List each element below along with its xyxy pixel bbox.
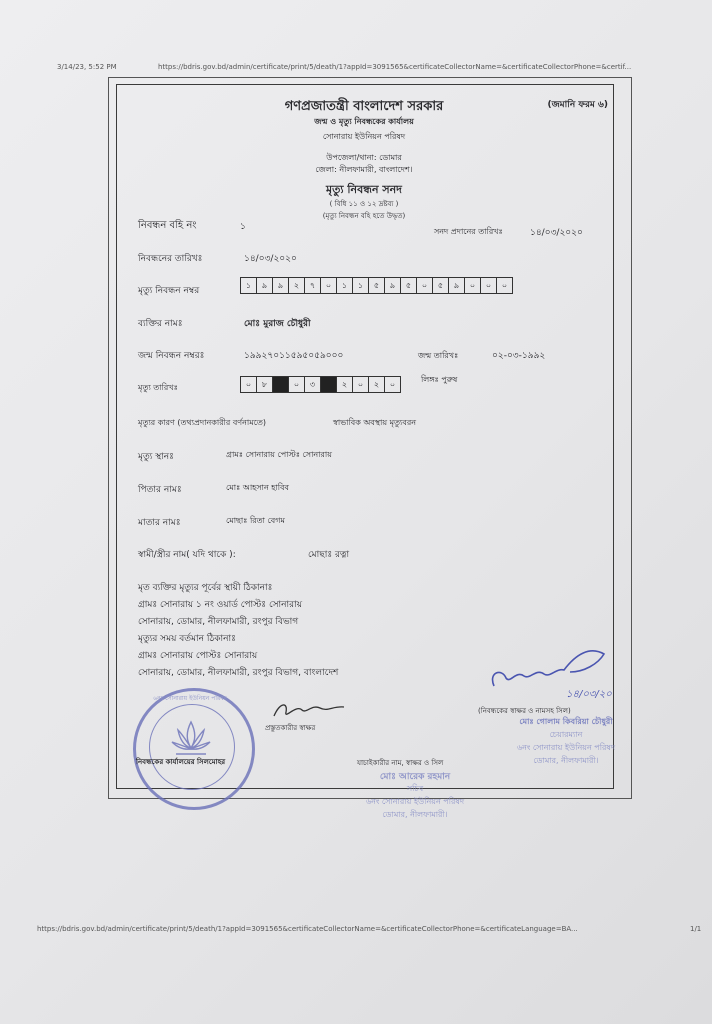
registration-digit-box: ৯ xyxy=(257,278,273,293)
registration-digit-box: ৭ xyxy=(305,278,321,293)
rule-reference: ( বিধি ১১ ও ১২ দ্রষ্টব্য ) xyxy=(329,200,399,208)
person-name-value: মোঃ মুরাজ চৌধুরী xyxy=(244,319,311,329)
certificate-title: মৃত্যু নিবন্ধন সনদ xyxy=(326,183,402,196)
death-date-digit-box: ৮ xyxy=(257,377,273,392)
place-of-death-label: মৃত্যু স্থানঃ xyxy=(138,452,174,462)
death-date-label: মৃত্যু তারিখঃ xyxy=(138,383,178,392)
death-date-digit-box: ০ xyxy=(389,380,396,389)
cause-of-death-value: স্বাভাবিক অবস্থায় মৃত্যুবরন xyxy=(333,418,416,427)
registration-digit-box: ০ xyxy=(417,278,433,293)
gender-value: লিঙ্গঃ পুরুষ xyxy=(421,375,458,384)
birth-registration-label: জন্ম নিবন্ধন নম্বরঃ xyxy=(138,351,205,361)
union-name: সোনারায় ইউনিয়ন পরিষদ xyxy=(322,132,406,141)
registration-digit-box: ৯ xyxy=(449,278,465,293)
registration-digit-box: ২ xyxy=(289,278,305,293)
registration-digit-box: ০ xyxy=(465,278,481,293)
verifier-stamp-name: মোঃ আরেক রহমান xyxy=(379,772,451,782)
death-date-digit-box: ২ xyxy=(369,377,385,392)
father-name-label: পিতার নামঃ xyxy=(138,485,182,495)
death-registration-number-boxes xyxy=(240,277,513,294)
mother-name-value: মোছাঃ রিতা বেগম xyxy=(226,516,285,525)
death-date-digit-box xyxy=(321,377,337,392)
registrar-date: ১৪/০৩/২০ xyxy=(566,689,612,700)
death-date-digit-box: ০ xyxy=(353,377,369,392)
verifier-stamp-union: ৬নং সোনারায় ইউনিয়ন পরিষদ xyxy=(365,797,465,806)
certificate-subtitle: (মৃত্যু নিবন্ধন বহি হতে উদ্ধৃত) xyxy=(322,212,406,220)
cause-of-death-label: মৃত্যুর কারণ (তথ্যপ্রদানকারীর বর্ণনামতে) xyxy=(138,418,267,427)
registrar-stamp-address: ডোমার, নীলফামারী। xyxy=(533,756,599,765)
death-date-digit-box: ০ xyxy=(289,377,305,392)
form-number: (জমানি ফরম ৬) xyxy=(547,100,608,110)
death-date-boxes xyxy=(240,376,401,393)
death-date-digit-box: ২ xyxy=(337,377,353,392)
shapla-emblem-icon xyxy=(168,718,214,758)
registration-digit-box: ১ xyxy=(241,278,257,293)
permanent-address-label: মৃত ব্যক্তির মৃত্যুর পূর্বের স্থায়ী ঠিকানাঃ xyxy=(138,583,273,593)
registration-digit-box: ৫ xyxy=(401,278,417,293)
preparer-signature xyxy=(266,698,356,724)
spouse-name-value: মোছাঃ রত্না xyxy=(308,550,350,560)
issue-date-value: ১৪/০৩/২০২০ xyxy=(530,228,583,238)
father-name-value: মোঃ আহসান হাবিব xyxy=(226,483,289,492)
registration-date-label: নিবন্ধনের তারিখঃ xyxy=(138,254,203,264)
death-date-digit-box: ০ xyxy=(241,377,257,392)
print-page-count: 1/1 xyxy=(690,925,702,933)
verifier-stamp-address: ডোমার, নীলফামারী। xyxy=(382,810,448,819)
verifier-stamp-title: সচিব xyxy=(406,784,424,793)
spouse-name-label: স্বামী/স্ত্রীর নাম( যদি থাকে ): xyxy=(138,550,236,560)
registrar-stamp-name: মোঃ গোলাম কিবরিয়া চৌধুরী xyxy=(519,717,613,726)
permanent-address-line-1: গ্রামঃ সোনারায় ১ নং ওয়ার্ড পোস্টঃ সোনারায় xyxy=(138,600,302,610)
registration-date-value: ১৪/০৩/২০২০ xyxy=(244,254,297,264)
government-title: গণপ্রজাতন্ত্রী বাংলাদেশ সরকার xyxy=(284,99,444,114)
registration-digit-box: ১ xyxy=(337,278,353,293)
mother-name-label: মাতার নামঃ xyxy=(138,518,181,528)
registration-digit-box: ৯ xyxy=(385,278,401,293)
book-number-value: ১ xyxy=(240,222,246,232)
person-name-label: ব্যক্তির নামঃ xyxy=(138,319,183,329)
current-address-label: মৃত্যুর সময় বর্তমান ঠিকানাঃ xyxy=(138,634,236,644)
seal-ring-text: ৬নং সোনারায় ইউনিয়ন পরিষদ xyxy=(153,695,227,702)
office-seal-label: নিবন্ধকের কার্যালয়ের সিলমোহর xyxy=(136,758,226,766)
death-registration-number-label: মৃত্যু নিবন্ধন নম্বর xyxy=(138,286,200,296)
current-address-line-1: গ্রামঃ সোনারায় পোস্টঃ সোনারায় xyxy=(138,651,258,661)
date-of-birth-value: ০২-০৩-১৯৯২ xyxy=(492,351,546,361)
death-date-digit-box: ৩ xyxy=(305,377,321,392)
print-url-bottom: https://bdris.gov.bd/admin/certificate/print/5/death/1?appId=3091565&certificateCollectorName=&certificateCollectorPhone=&certificateLanguage=BA... xyxy=(37,925,578,933)
permanent-address-line-2: সোনারায়, ডোমার, নীলফামারী, রংপুর বিভাগ xyxy=(138,617,299,627)
verifier-label: যাচাইকারীর নাম, স্বাক্ষর ও সিল xyxy=(357,759,444,767)
registration-digit-box: ৫ xyxy=(433,278,449,293)
preparer-signature-label: প্রস্তুতকারীর স্বাক্ষর xyxy=(265,724,316,732)
registration-digit-box: ৯ xyxy=(273,278,289,293)
book-number-label: নিবন্ধন বহি নং xyxy=(138,220,197,231)
office-title: জন্ম ও মৃত্যু নিবন্ধকের কার্যালয় xyxy=(314,117,414,126)
district: জেলা: নীলফামারী, বাংলাদেশ। xyxy=(315,165,413,174)
registration-digit-box: ০ xyxy=(501,281,508,290)
registrar-stamp-union: ৬নং সোনারায় ইউনিয়ন পরিষদ xyxy=(516,743,616,752)
registration-digit-box: ১ xyxy=(353,278,369,293)
registration-digit-box: ০ xyxy=(481,278,497,293)
upazila: উপজেলা/থানা: ডোমার xyxy=(326,153,402,162)
registration-digit-box: ০ xyxy=(321,278,337,293)
issue-date-label: সনদ প্রদানের তারিখঃ xyxy=(434,227,503,236)
print-timestamp: 3/14/23, 5:52 PM xyxy=(57,63,117,71)
current-address-line-2: সোনারায়, ডোমার, নীলফামারী, রংপুর বিভাগ, বাংলাদেশ xyxy=(138,668,339,678)
registration-digit-box: ৫ xyxy=(369,278,385,293)
place-of-death-value: গ্রামঃ সোনারায় পোস্টঃ সোনারায় xyxy=(226,450,332,459)
birth-registration-value: ১৯৯২৭০১১৫৯৫০৫৯০০০ xyxy=(244,351,344,361)
registrar-signature-label: (নিবন্ধকের স্বাক্ষর ও নামসহ সিল) xyxy=(478,707,571,715)
print-url-top: https://bdris.gov.bd/admin/certificate/print/5/death/1?appId=3091565&certificateCollectorName=&certificateCollectorPhone=&certif... xyxy=(158,63,632,71)
registrar-stamp-title: চেয়ারম্যান xyxy=(549,730,583,739)
death-date-digit-box xyxy=(273,377,289,392)
date-of-birth-label: জন্ম তারিখঃ xyxy=(418,351,459,360)
